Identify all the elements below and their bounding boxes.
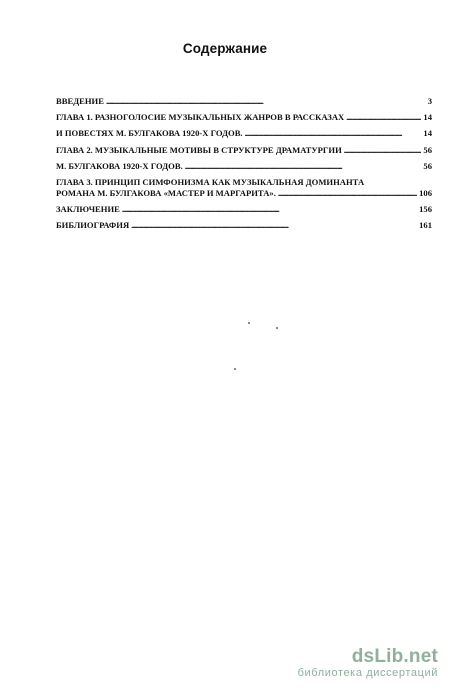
toc-line — [56, 128, 432, 139]
toc-page-number: 14 — [423, 112, 432, 123]
toc-entry-title: РОМАНА М. БУЛГАКОВА «МАСТЕР И МАРГАРИТА». — [56, 187, 276, 198]
toc-entry-title: ГЛАВА 3. ПРИНЦИП СИМФОНИЗМА КАК МУЗЫКАЛЬНАЯ ДОМИНАНТА — [56, 176, 365, 187]
toc-page-number: 106 — [419, 187, 432, 198]
toc-page-number: 156 — [419, 203, 432, 214]
toc-entry-title: БИБЛИОГРАФИЯ — [56, 219, 130, 230]
toc-entry-chapter-3 — [56, 177, 432, 198]
dot-leader — [131, 220, 417, 231]
dot-leader — [122, 204, 417, 215]
watermark — [298, 646, 438, 680]
toc-page-number: 14 — [423, 128, 432, 139]
toc-line — [56, 188, 432, 199]
toc-entry-title: ГЛАВА 2. МУЗЫКАЛЬНЫЕ МОТИВЫ В СТРУКТУРЕ ДРАМАТУРГИИ — [56, 144, 342, 155]
toc-entry-title: ВВЕДЕНИЕ — [56, 96, 104, 106]
toc-line — [56, 177, 432, 188]
page-title: Содержание — [182, 41, 268, 56]
toc-entry-title: М. БУЛГАКОВА 1920-Х ГОДОВ. — [56, 160, 183, 171]
toc-entry-chapter-2-continued — [56, 161, 432, 172]
toc-page-number: 161 — [419, 219, 432, 230]
dot-leader — [185, 161, 422, 172]
toc-line — [56, 112, 432, 123]
toc-line — [56, 204, 432, 215]
dot-leader — [344, 145, 422, 156]
toc-page-number: 56 — [423, 144, 432, 155]
toc-line — [56, 145, 432, 156]
dot-leader — [245, 128, 422, 139]
toc-entry-conclusion — [56, 204, 432, 215]
scan-speck — [276, 327, 278, 329]
toc-entry-title: И ПОВЕСТЯХ М. БУЛГАКОВА 1920-Х ГОДОВ. — [56, 128, 243, 139]
toc-entry-title: ГЛАВА 1. РАЗНОГОЛОСИЕ МУЗЫКАЛЬНЫХ ЖАНРОВ В РАССКАЗАХ — [56, 112, 345, 123]
toc-entry-chapter-1 — [56, 112, 432, 123]
toc-line — [56, 96, 432, 107]
toc-entry-chapter-1-continued — [56, 128, 432, 139]
table-of-contents — [56, 96, 432, 236]
toc-line — [56, 161, 432, 172]
dot-leader — [106, 96, 426, 107]
dot-leader — [346, 112, 421, 123]
scan-speck — [234, 368, 236, 370]
dot-leader — [278, 188, 417, 199]
toc-entry-title: ЗАКЛЮЧЕНИЕ — [56, 203, 120, 214]
toc-entry-introduction — [56, 96, 432, 107]
toc-entry-bibliography — [56, 220, 432, 231]
scan-speck — [248, 322, 250, 324]
toc-line — [56, 220, 432, 231]
toc-page-number: 56 — [423, 160, 432, 171]
watermark-subtitle: библиотека диссертаций — [297, 667, 438, 679]
watermark-logo: dsLib.net — [351, 646, 438, 667]
toc-entry-chapter-2 — [56, 145, 432, 156]
toc-page-number: 3 — [427, 96, 432, 106]
